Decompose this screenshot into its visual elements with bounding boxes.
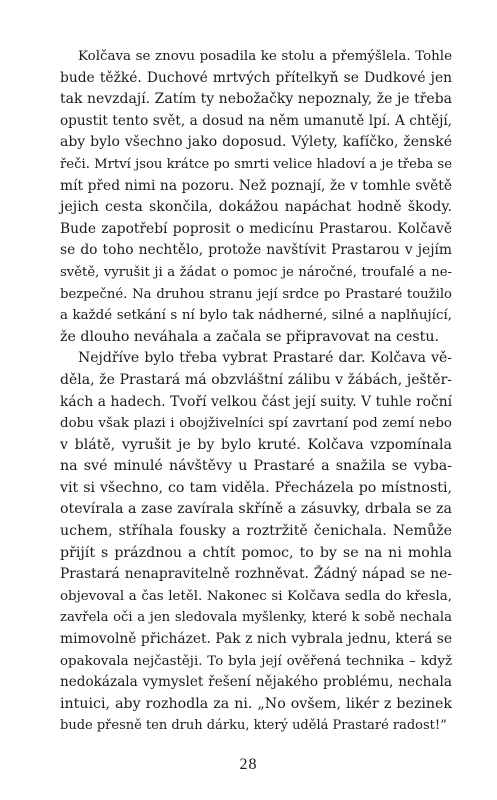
text-line: děla, že Prastará má obzvláštní zálibu v žábách, ještěr- bbox=[60, 371, 452, 388]
text-line: uchem, stříhala fousky a roztržitě čenichala. Nemůže bbox=[60, 523, 452, 540]
text-line: mít před nimi na pozoru. Než poznají, že v tomhle světě bbox=[60, 177, 452, 194]
text-line: a každé setkání s ní bylo tak nádherné, silné a naplňující, bbox=[60, 308, 452, 324]
text-line: mimovolně přicházet. Pak z nich vybrala jednu, která se bbox=[60, 631, 452, 648]
text-line: bude přesně ten druh dárku, který udělá Prastaré radost!“ bbox=[60, 718, 447, 734]
page-body bbox=[60, 46, 452, 737]
text-line: otevírala a zase zavírala skříně a zásuvky, drbala se za bbox=[60, 501, 452, 518]
text-line: Kolčava se znovu posadila ke stolu a přemýšlela. Tohle bbox=[78, 49, 452, 64]
text-line: Nejdříve bylo třeba vybrat Prastaré dar. Kolčava vě- bbox=[78, 350, 452, 367]
text-line: kách a hadech. Tvoří velkou část její suity. V tuhle roční bbox=[60, 393, 452, 410]
text-line: světě, vyrušit ji a žádat o pomoc je náročné, troufalé a ne- bbox=[60, 264, 452, 280]
text-line: zavřela oči a jen sledovala myšlenky, které k sobě nechala bbox=[60, 610, 452, 626]
text-line: dobu však plazi i obojživelníci spí zavrtaní pod zemí nebo bbox=[60, 416, 452, 432]
text-line: tak nevzdají. Zatím ty nebožačky nepoznaly, že je třeba bbox=[60, 91, 452, 108]
text-line: se do toho nechtělo, protože navštívit Prastarou v jejím bbox=[60, 242, 452, 259]
text-line: na své minulé návštěvy u Prastaré a snažila se vyba- bbox=[60, 458, 452, 475]
text-line: jejich cesta skončila, dokážou napáchat hodně škody. bbox=[60, 199, 452, 216]
text-line: objevoval a čas letěl. Nakonec si Kolčava sedla do křesla, bbox=[60, 588, 452, 604]
text-line: Bude zapotřebí poprosit o medicínu Prastarou. Kolčavě bbox=[60, 220, 452, 237]
text-line: bezpečné. Na druhou stranu její srdce po Prastaré toužilo bbox=[60, 286, 452, 302]
text-line: řeči. Mrtví jsou krátce po smrti velice hladoví a je třeba se bbox=[60, 156, 452, 172]
text-line: intuici, aby rozhodla za ni. „No ovšem, likér z bezinek bbox=[60, 695, 452, 712]
text-line: nedokázala vymyslet řešení nějakého problému, nechala bbox=[60, 674, 452, 691]
text-line: bude těžké. Duchové mrtvých přítelkyň se Dudkové jen bbox=[60, 69, 452, 86]
text-line: Prastará nenapravitelně rozhněvat. Žádný nápad se ne- bbox=[60, 566, 452, 583]
text-line: v blátě, vyrušit je by bylo kruté. Kolčava vzpomínala bbox=[60, 436, 452, 453]
paragraph-2 bbox=[60, 348, 452, 737]
text-line: aby bylo všechno jako doposud. Výlety, kafíčko, ženské bbox=[60, 134, 452, 151]
text-line: že dlouho neváhala a začala se připravovat na cestu. bbox=[60, 328, 440, 345]
paragraph-1 bbox=[60, 46, 452, 348]
text-line: vit si všechno, co tam viděla. Přecházela po místnosti, bbox=[60, 479, 452, 496]
text-line: opakovala nejčastěji. To byla její ověřená technika – když bbox=[60, 653, 452, 669]
text-line: přijít s prázdnou a chtít pomoc, to by se na ni mohla bbox=[60, 544, 452, 561]
page-number: 28 bbox=[239, 756, 258, 773]
text-line: opustit tento svět, a dosud na něm umanutě lpí. A chtějí, bbox=[60, 112, 452, 129]
